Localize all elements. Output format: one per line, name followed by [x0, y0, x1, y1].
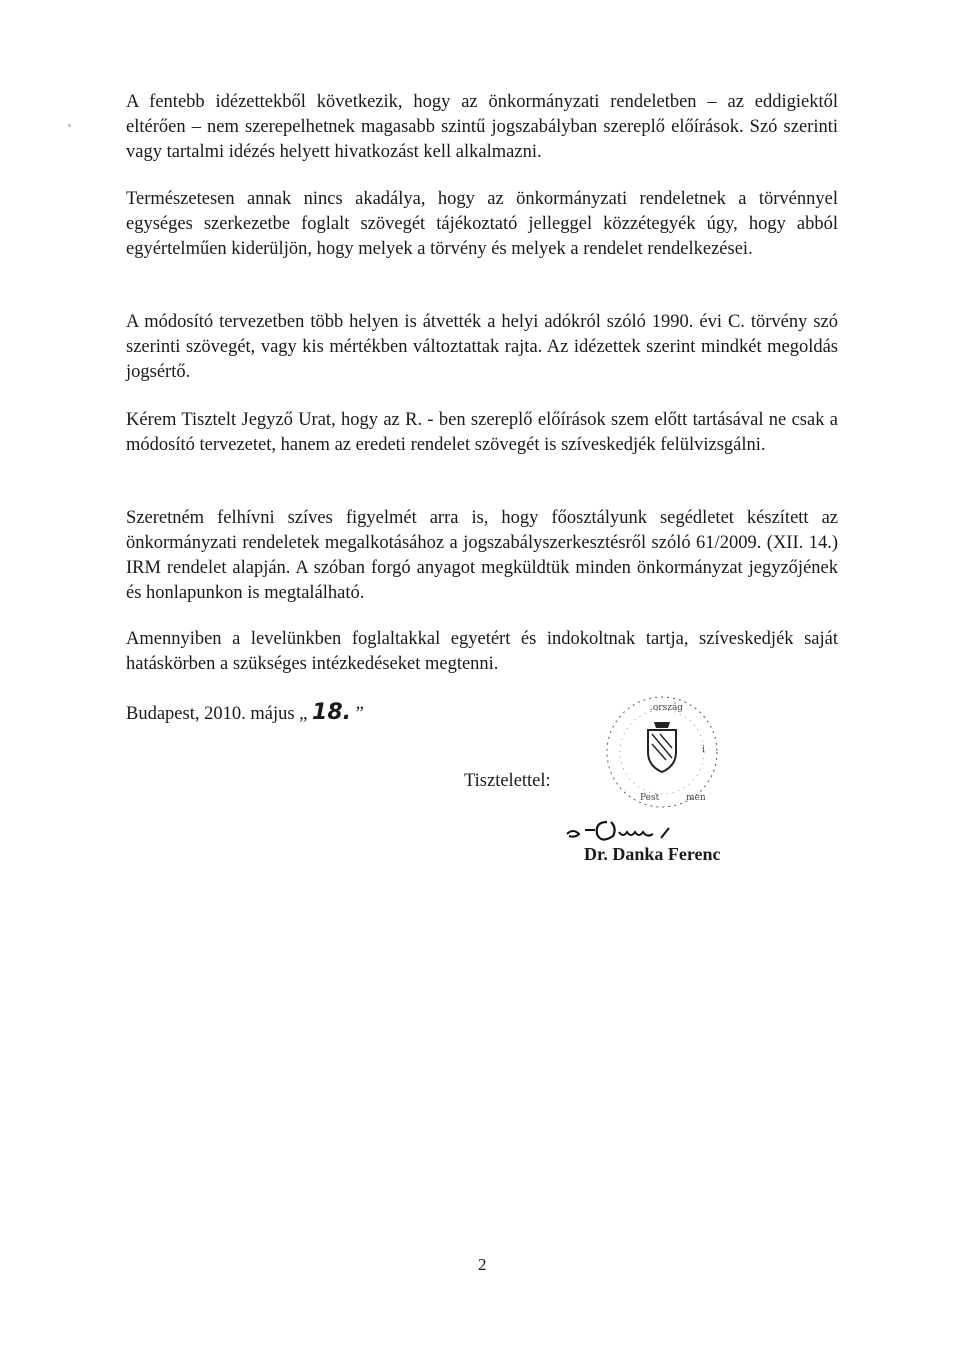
svg-text:i: i [702, 745, 705, 755]
official-seal-stamp [590, 690, 740, 820]
svg-text:.ország: .ország [650, 703, 684, 713]
page-number: 2 [478, 1255, 487, 1274]
handwritten-signature [565, 808, 675, 848]
date-closing-quote: ” [355, 704, 364, 724]
paragraph-1: A fentebb idézettekből következik, hogy az önkormányzati rendeletben – az eddigiektől eltérően – nem szerepelhetnek magasabb szintű jogszabályban szereplő előírások. Szó szerinti vagy tartalmi idézés helyett hivatkozást kell alkalmazni. [126, 92, 838, 162]
paragraph-4: Kérem Tisztelt Jegyző Urat, hogy az R. - ben szereplő előírások szem előtt tartásával ne csak a módosító tervezetet, hanem az eredeti rendelet szövegét is szíveskedjék felülvizsgálni. [126, 410, 838, 455]
place-and-date [126, 700, 364, 725]
paragraph-6: Amennyiben a levelünkben foglaltakkal egyetért és indokoltnak tartja, szíveskedjék saját hatáskörben a szükséges intézkedéseket megtenni. [126, 629, 838, 674]
place-date-text: Budapest, 2010. május „ [126, 704, 308, 724]
paragraph-2: Természetesen annak nincs akadálya, hogy az önkormányzati rendeletnek a törvénnyel egységes szerkezetbe foglalt szövegét tájékoztató jelleggel közzétegyék úgy, hogy abból egyértelműen kiderüljön, hogy melyek a törvény és melyek a rendelet rendelkezései. [126, 189, 838, 259]
paragraph-3: A módosító tervezetben több helyen is átvették a helyi adókról szóló 1990. évi C. törvény szó szerinti szövegét, vagy kis mértékben változtattak rajta. Az idézettek szerint mindkét megoldás jogsértő. [126, 312, 838, 382]
closing-salutation: Tisztelettel: [464, 771, 551, 791]
svg-text:men: men [686, 793, 706, 803]
signer-name: Dr. Danka Ferenc [584, 844, 721, 864]
svg-text:Pest: Pest [640, 793, 660, 803]
paragraph-5: Szeretném felhívni szíves figyelmét arra is, hogy főosztályunk segédletet készített az önkormányzati rendeletek megalkotásához a jogszabályszerkesztésről szóló 61/2009. (XII. 14.) IRM rendelet alapján. A szóban forgó anyagot megküldtük minden önkormányzat jegyzőjének és honlapunkon is megtalálható. [126, 508, 838, 603]
scan-speck [68, 124, 71, 127]
handwritten-day: 18. [312, 700, 351, 725]
